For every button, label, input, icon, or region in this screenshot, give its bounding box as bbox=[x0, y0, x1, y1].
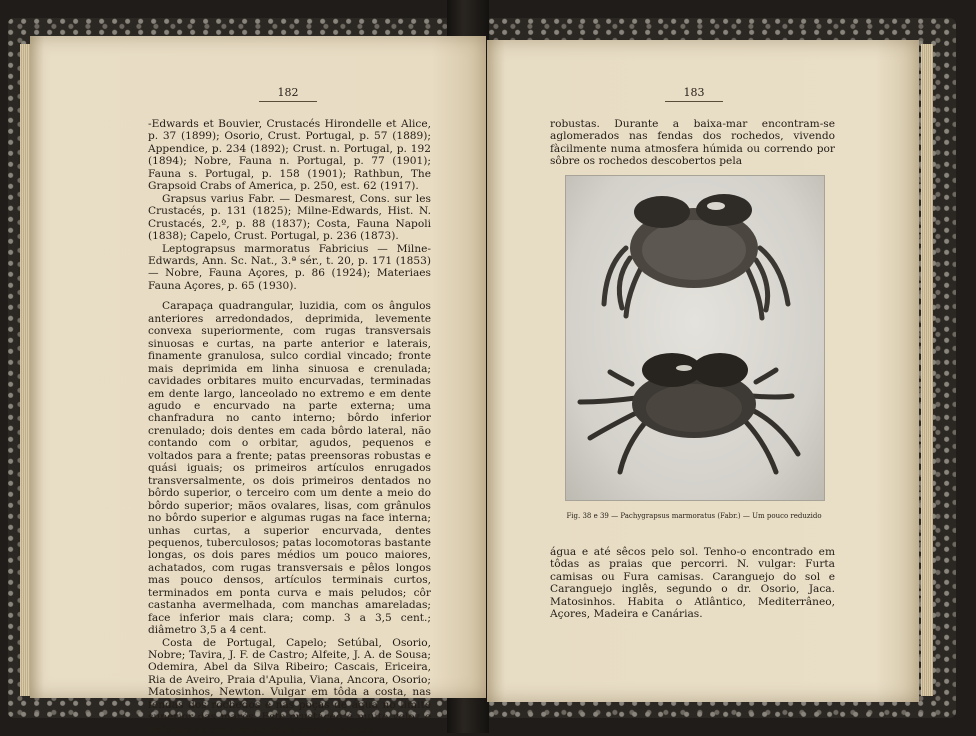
page-number-rule-right bbox=[665, 101, 723, 102]
crab-photographs bbox=[566, 176, 824, 500]
page-number-right: 183 bbox=[683, 86, 705, 99]
left-page-text bbox=[148, 118, 431, 736]
continuation-paragraph: robustas. Durante a baixa-mar encontram-se aglomerados nas fendas dos rochedos, vivendo fàcilmente numa atmosfera húmida ou correndo por sôbre os rochedos descobertos pela bbox=[550, 118, 835, 168]
right-page-edges bbox=[921, 44, 933, 696]
crab-photo-plate bbox=[565, 175, 825, 501]
right-page-text-top bbox=[550, 118, 835, 168]
synonymy-paragraph-1: -Edwards et Bouvier, Crustacés Hirondelle et Alice, p. 37 (1899); Osorio, Crust. Portugal, p. 57 (1889); Appendice, p. 234 (1892); Crust. n. Portugal, p. 192 (1894); Nobre, Fauna n. Portugal, p. 77 (1901); Fauna s. Portugal, p. 158 (1901); Rathbun, The Grapsoid Crabs of America, p. 250, est. 62 (1917). bbox=[148, 118, 431, 193]
page-number-left: 182 bbox=[277, 86, 299, 99]
description-paragraph: Carapaça quadrangular, luzidia, com os ângulos anteriores arredondados, deprimida, levemente convexa superiormente, com rugas transversais sinuosas e curtas, na parte anterior e laterais, finamente granulosa, sulco cordial vincado; fronte mais deprimida em linha sinuosa e crenulada; cavidades orbitares muito encurvadas, terminadas em dente largo, lanceolado no extremo e em dente agudo e encurvado na parte externa; uma chanfradura no canto interno; bôrdo inferior crenulado; dois dentes em cada bôrdo lateral, não contando com o orbitar, agudos, pequenos e voltados para a frente; patas preensoras robustas e quási iguais; os primeiros artículos enrugados transversalmente, os dois primeiros dentados no bôrdo superior, o terceiro com um dente a meio do bôrdo superior; mãos ovalares, lisas, com grânulos no bôrdo superior e algumas rugas na face interna; unhas curtas, a superior encurvada, dentes pequenos, tuberculosos; patas locomotoras bastante longas, os dois pares médios um pouco maiores, achatados, com rugas transversais e pêlos longos mas pouco densos, artículos terminais curtos, terminados em ponta curva e mais peludos; côr castanha avermelhada, com manchas amareladas; face inferior mais clara; comp. 3 a 3,5 cent.; diâmetro 3,5 a 4 cent. bbox=[148, 300, 431, 637]
right-page-text-bottom bbox=[550, 546, 835, 621]
synonymy-paragraph-2: Grapsus varius Fabr. — Desmarest, Cons. sur les Crustacés, p. 131 (1825); Milne-Edwards, Hist. N. Crustacés, 2.º, p. 88 (1837); Costa, Fauna Napoli (1838); Capelo, Crust. Portugal, p. 236 (1873). bbox=[148, 192, 431, 243]
synonymy-paragraph-3: Leptograpsus marmoratus Fabricius — Milne-Edwards, Ann. Sc. Nat., 3.ª sér., t. 20, p. 171 (1853) — Nobre, Fauna Açores, p. 86 (1924); Materiaes Fauna Açores, p. 65 (1930). bbox=[148, 242, 431, 292]
figure-caption: Fig. 38 e 39 — Pachygrapsus marmoratus (Fabr.) — Um pouco reduzido bbox=[566, 512, 822, 520]
habitat-paragraph: água e até sêcos pelo sol. Tenho-o encontrado em tôdas as praias que percorri. N. vulgar: Furta camisas ou Fura camisas. Caranguejo do sol e Caranguejo inglês, segundo o dr. Osorio, Jaca. Matosinhos. Habita o Atlântico, Mediterrâneo, Açores, Madeira e Canárias. bbox=[550, 546, 835, 621]
page-number-rule-left bbox=[259, 101, 317, 102]
distribution-paragraph: Costa de Portugal, Capelo; Setúbal, Osorio, Nobre; Tavira, J. F. de Castro; Alfeite, J. A. de Sousa; Odemira, Abel da Silva Ribeiro; Cascais, Ericeira, Ria de Aveiro, Praia d'Apulia, Viana, Ancora, Osorio; Matosinhos, Newton. Vulgar em tôda a costa, nas fendas dos rochedos e nas poças de água no limite superior das marés. Este crustáceo é muito veloz e defende-se com tenacidade com as pinças bbox=[148, 636, 431, 736]
